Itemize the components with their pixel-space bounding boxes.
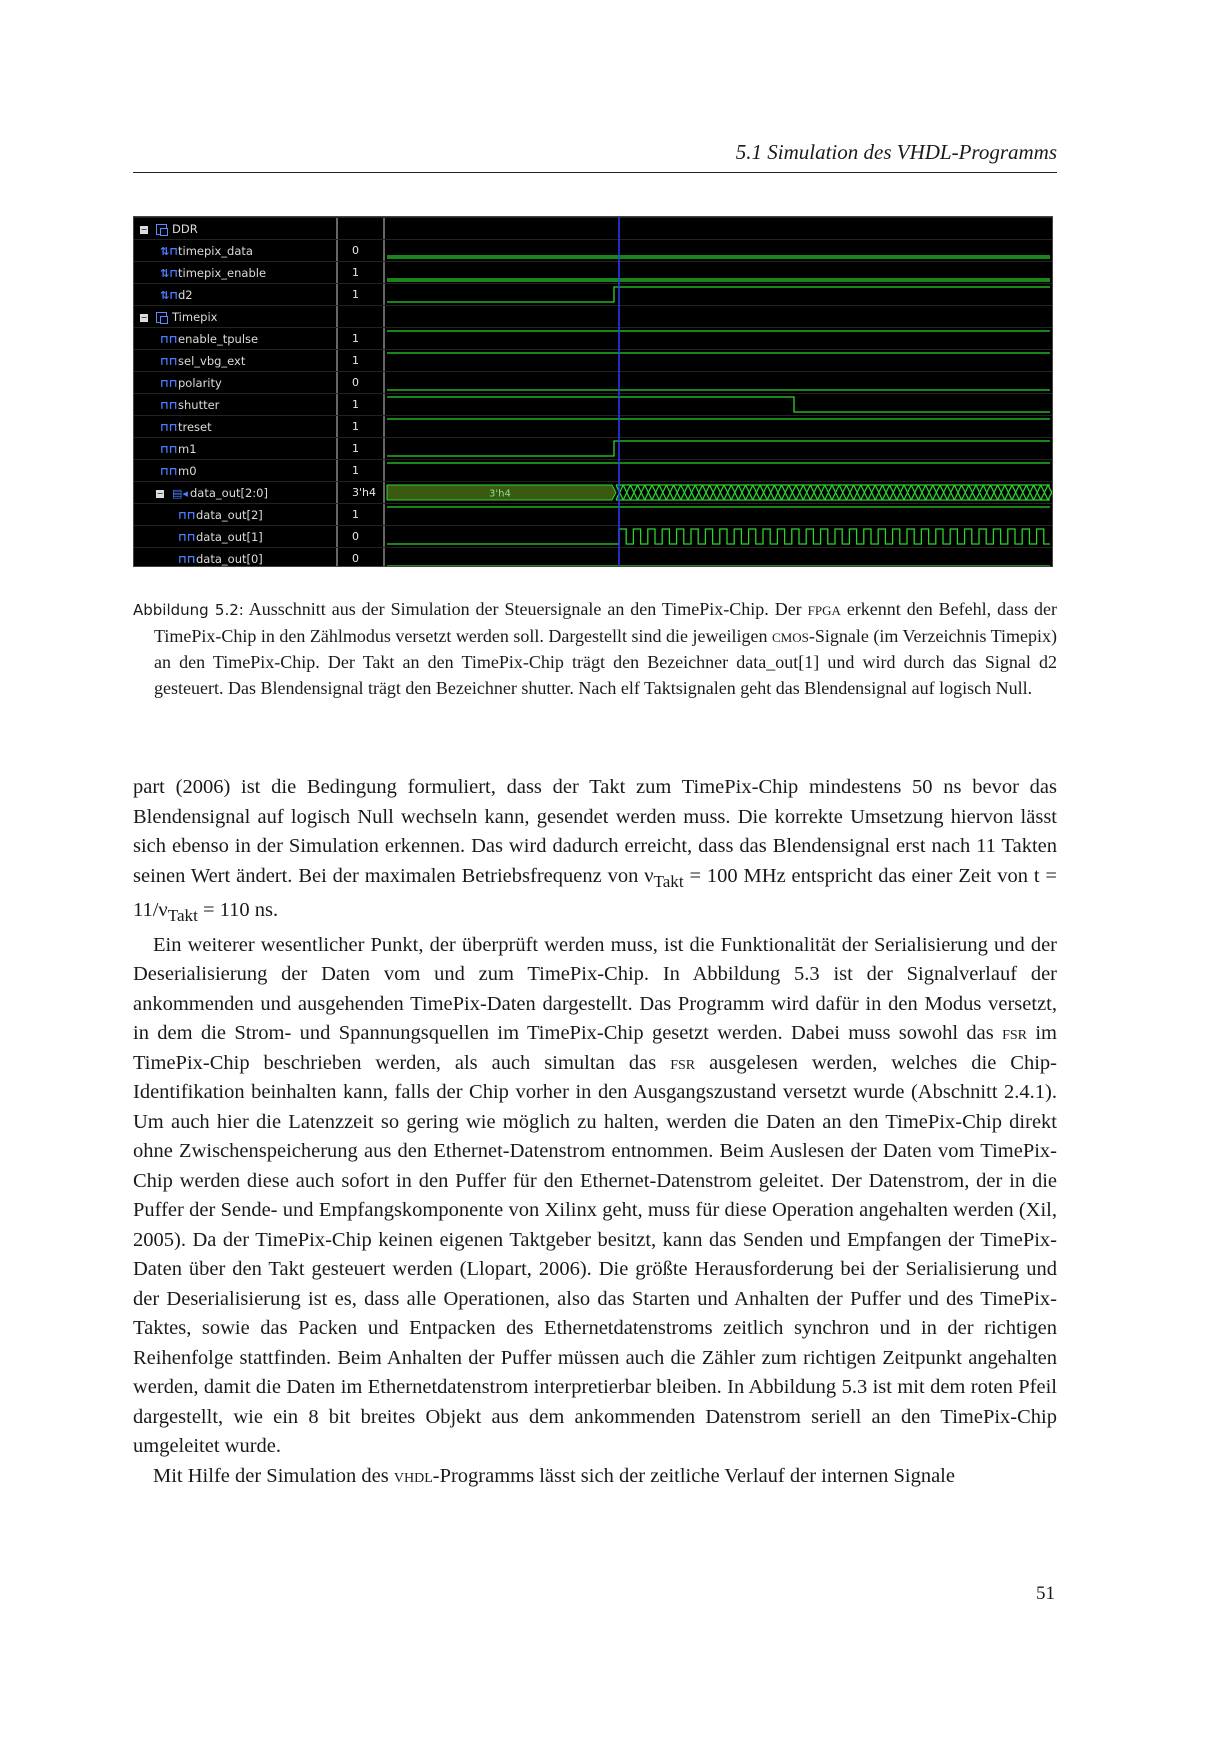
signal-value: 1 xyxy=(340,438,385,460)
signal-icon: ⊓⊓ xyxy=(160,421,178,434)
bus-value-label: 3'h4 xyxy=(489,488,511,500)
signal-label: m0 xyxy=(178,464,197,478)
p2-fsr-1: fsr xyxy=(1002,1022,1027,1045)
caption-label: Abbildung 5.2: xyxy=(133,601,244,619)
signal-label: data_out[0] xyxy=(196,552,263,566)
signal-label: enable_tpulse xyxy=(178,332,259,346)
signal-icon: ⇅⊓ xyxy=(160,267,178,280)
signal-icon: ⊓⊓ xyxy=(160,377,178,390)
signal-icon: ⊓⊓ xyxy=(178,509,196,522)
signal-label: polarity xyxy=(178,376,222,390)
signal-label: data_out[2:0] xyxy=(190,486,268,500)
caption-cmos: cmos xyxy=(771,626,809,646)
collapse-icon[interactable]: − xyxy=(140,224,148,234)
paragraph-3 xyxy=(133,1462,1057,1492)
signal-value: 0 xyxy=(340,548,385,567)
signal-label: m1 xyxy=(178,442,197,456)
signal-value: 1 xyxy=(340,284,385,306)
signal-icon: ⊓⊓ xyxy=(160,355,178,368)
signal-icon: ⊓⊓ xyxy=(160,399,178,412)
signal-value: 1 xyxy=(340,328,385,350)
paragraph-1 xyxy=(133,773,1057,931)
signal-label: shutter xyxy=(178,398,220,412)
signal-label: data_out[2] xyxy=(196,508,263,522)
signal-icon: ⊓⊓ xyxy=(160,443,178,456)
collapse-icon[interactable]: − xyxy=(140,312,148,322)
signal-icon: ⊓⊓ xyxy=(178,531,196,544)
signal-icon: ⊓⊓ xyxy=(178,553,196,566)
signal-label: treset xyxy=(178,420,212,434)
p1-text-b: = 100 MHz entspricht das einer Zeit von t = 11/ν xyxy=(133,864,1057,922)
figure-caption xyxy=(133,596,1057,701)
caption-text-1: Ausschnitt aus der Simulation der Steuersignale an den TimePix-Chip. Der xyxy=(243,599,808,619)
signal-label: timepix_enable xyxy=(178,266,267,280)
caption-text-3: -Signale (im Verzeichnis Timepix) an den TimePix-Chip. Der Takt an den TimePix-Chip trägt den Bezeichner data_out[1] und wird durch das Signal d2 gesteuert. Das Blendensignal trägt den Bezeichner shutter. Nach elf Taktsignalen geht das Blendensignal auf logisch Null. xyxy=(154,626,1057,698)
trace-m1 xyxy=(387,441,1050,456)
signal-label: d2 xyxy=(178,288,193,302)
trace-data_out1-clock xyxy=(387,529,1050,544)
signal-value: 0 xyxy=(340,526,385,548)
p2-text-c: ausgelesen werden, welches die Chip-Identifikation beinhalten kann, falls der Chip vorher in den Ausgangszustand versetzt wurde (Abschnitt 2.4.1). Um auch hier die Latenzzeit so gering wie möglich zu halten, werden die Daten an den TimePix-Chip direkt ohne Zwischenspeicherung aus den Ethernet-Datenstrom entnommen. Beim Auslesen der Daten vom TimePix-Chip werden diese auch sofort in den Puffer für den Ethernet-Datenstrom geleitet. Der Datenstrom, der in die Puffer der Sende- und Empfangskomponente von Xilinx geht, muss für diese Operation angehalten werden (Xil, 2005). Da der TimePix-Chip keinen eigenen Taktgeber besitzt, kann das Senden und Empfangen der TimePix-Daten über den Takt gesteuert werden (Llopart, 2006). Die größte Herausforderung bei der Serialisierung und der Deserialisierung ist es, dass alle Operationen, also das Starten und Anhalten der Puffer und des TimePix-Taktes, sowie das Packen und Entpacken des Ethernetdatenstroms zeitlich synchron und in der richtigen Reihenfolge stattfinden. Beim Anhalten der Puffer müssen auch die Zähler zum richtigen Zeitpunkt angehalten werden, damit die Daten im Ethernetdatenstrom interpretierbar bleiben. In Abbildung 5.3 ist mit dem roten Pfeil dargestellt, wie ein 8 bit breites Objekt aus dem ankommenden Datenstrom seriell an den TimePix-Chip umgeleitet wurde. xyxy=(133,1051,1058,1458)
signal-value: 1 xyxy=(340,262,385,284)
signal-value: 0 xyxy=(340,240,385,262)
p1-text: part (2006) ist die Bedingung formuliert, dass der Takt zum TimePix-Chip mindestens 50 ns bevor das Blendensignal auf logisch Null wechseln kann, gesendet werden muss. Die korrekte Umsetzung hiervon lässt sich ebenso in der Simulation erkennen. Das wird dadurch erreicht, dass das Blendensignal erst nach 11 Takten seinen Wert ändert. Bei der maximalen Betriebsfrequenz von ν xyxy=(133,776,1057,887)
signal-icon: ⊓⊓ xyxy=(160,465,178,478)
signal-value: 3'h4 xyxy=(340,482,385,504)
signal-label: DDR xyxy=(172,222,198,236)
signal-icon: ⊓⊓ xyxy=(160,333,178,346)
signal-value: 1 xyxy=(340,504,385,526)
collapse-icon[interactable]: − xyxy=(156,488,164,498)
p2-text-a: Ein weiterer wesentlicher Punkt, der überprüft werden muss, ist die Funktionalität der Serialisierung und der Deserialisierung der Daten vom und zum TimePix-Chip. In Abbildung 5.3 ist der Signalverlauf der ankommenden und ausgehenden TimePix-Daten dargestellt. Das Programm wird dafür in den Modus versetzt, in dem die Strom- und Spannungsquellen im TimePix-Chip gesetzt werden. Dabei muss sowohl das xyxy=(133,933,1057,1045)
p3-vhdl: vhdl xyxy=(393,1464,433,1487)
signal-label: data_out[1] xyxy=(196,530,263,544)
p3-text-b: -Programms lässt sich der zeitliche Verlauf der internen Signale xyxy=(432,1464,955,1487)
p1-sub-2: Takt xyxy=(167,906,198,926)
paragraph-2 xyxy=(133,931,1057,1462)
p1-sub-1: Takt xyxy=(653,871,684,891)
section-title: 5.1 Simulation des VHDL-Programms xyxy=(735,140,1057,164)
caption-fpga: fpga xyxy=(807,599,841,619)
page-number: 51 xyxy=(1036,1583,1055,1604)
signal-label: Timepix xyxy=(172,310,218,324)
running-header xyxy=(133,138,1057,173)
waveform-viewer xyxy=(133,216,1053,567)
p1-text-c: = 110 ns. xyxy=(197,899,279,922)
body-text xyxy=(133,773,1057,1491)
p3-text-a: Mit Hilfe der Simulation des xyxy=(153,1464,394,1487)
waveform-traces xyxy=(134,217,1052,566)
trace-d2 xyxy=(387,287,1050,302)
signal-icon: ⇅⊓ xyxy=(160,289,178,302)
signal-icon: ⇅⊓ xyxy=(160,245,178,258)
p2-text-b: im TimePix-Chip beschrieben werden, als auch simultan das xyxy=(133,1022,1057,1074)
signal-label: sel_vbg_ext xyxy=(178,354,246,368)
signal-value: 1 xyxy=(340,394,385,416)
bus-toggling xyxy=(616,485,1052,500)
signal-value: 1 xyxy=(340,460,385,482)
signal-value: 1 xyxy=(340,416,385,438)
p2-fsr-2: fsr xyxy=(670,1051,696,1074)
bus-icon: ▤◂ xyxy=(172,487,188,500)
signal-label: timepix_data xyxy=(178,244,253,258)
trace-shutter xyxy=(387,397,1050,412)
caption-text-2: erkennt den Befehl, dass der TimePix-Chip in den Zählmodus versetzt werden soll. Dargestellt sind die jeweiligen xyxy=(154,599,1058,646)
signal-value: 0 xyxy=(340,372,385,394)
signal-value: 1 xyxy=(340,350,385,372)
